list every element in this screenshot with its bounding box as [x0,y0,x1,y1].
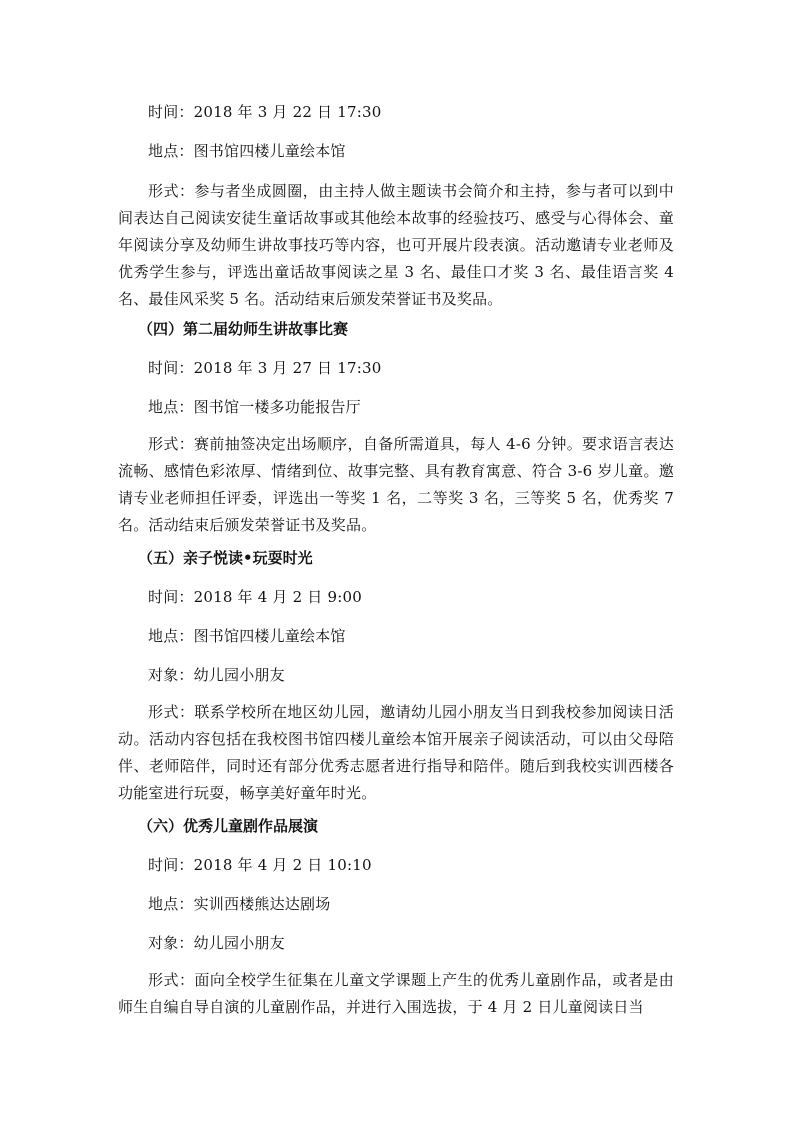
event6-heading: （六）优秀儿童剧作品展演 [138,817,319,835]
event6-form: 形式：面向全校学生征集在儿童文学课题上产生的优秀儿童剧作品，或者是由师生自编自导自演的儿童剧作品，并进行入围选拔，于 4 月 2 日儿童阅读日当 [118,971,674,1016]
event6-audience: 对象：幼儿园小朋友 [148,934,285,952]
event4-time: 时间：2018 年 3 月 27 日 17:30 [148,359,382,377]
event4-place: 地点：图书馆一楼多功能报告厅 [148,398,361,416]
event6-place: 地点：实训西楼熊达达剧场 [148,895,331,913]
event3-place: 地点：图书馆四楼儿童绘本馆 [148,142,346,160]
event3-time: 时间：2018 年 3 月 22 日 17:30 [148,103,382,121]
event5-audience: 对象：幼儿园小朋友 [148,666,285,684]
event5-form: 形式：联系学校所在地区幼儿园，邀请幼儿园小朋友当日到我校参加阅读日活动。活动内容包括在我校图书馆四楼儿童绘本馆开展亲子阅读活动，可以由父母陪伴、老师陪伴，同时还有部分优秀志愿者进行指导和陪伴。随后到我校实训西楼各功能室进行玩耍，畅享美好童年时光。 [118,703,674,802]
event5-place: 地点：图书馆四楼儿童绘本馆 [148,627,346,645]
event5-heading: （五）亲子悦读•玩耍时光 [138,549,313,567]
event4-form: 形式：赛前抽签决定出场顺序，自备所需道具，每人 4-6 分钟。要求语言表达流畅、感情色彩浓厚、情绪到位、故事完整、具有教育寓意、符合 3-6 岁儿童。邀请专业老师担任评委，评选出一等奖 1 名，二等奖 3 名，三等奖 5 名，优秀奖 7 名。活动结束后颁发荣誉证书及奖品。 [118,435,674,534]
event3-form: 形式：参与者坐成圆圈，由主持人做主题读书会简介和主持，参与者可以到中间表达自己阅读安徒生童话故事或其他绘本故事的经验技巧、感受与心得体会、童年阅读分享及幼师生讲故事技巧等内容，也可开展片段表演。活动邀请专业老师及优秀学生参与，评选出童话故事阅读之星 3 名、最佳口才奖 3 名、最佳语言奖 4 名、最佳风采奖 5 名。活动结束后颁发荣誉证书及奖品。 [118,182,674,308]
event6-time: 时间：2018 年 4 月 2 日 10:10 [148,856,372,874]
event5-time: 时间：2018 年 4 月 2 日 9:00 [148,588,362,606]
event4-heading: （四）第二届幼师生讲故事比赛 [138,320,349,338]
